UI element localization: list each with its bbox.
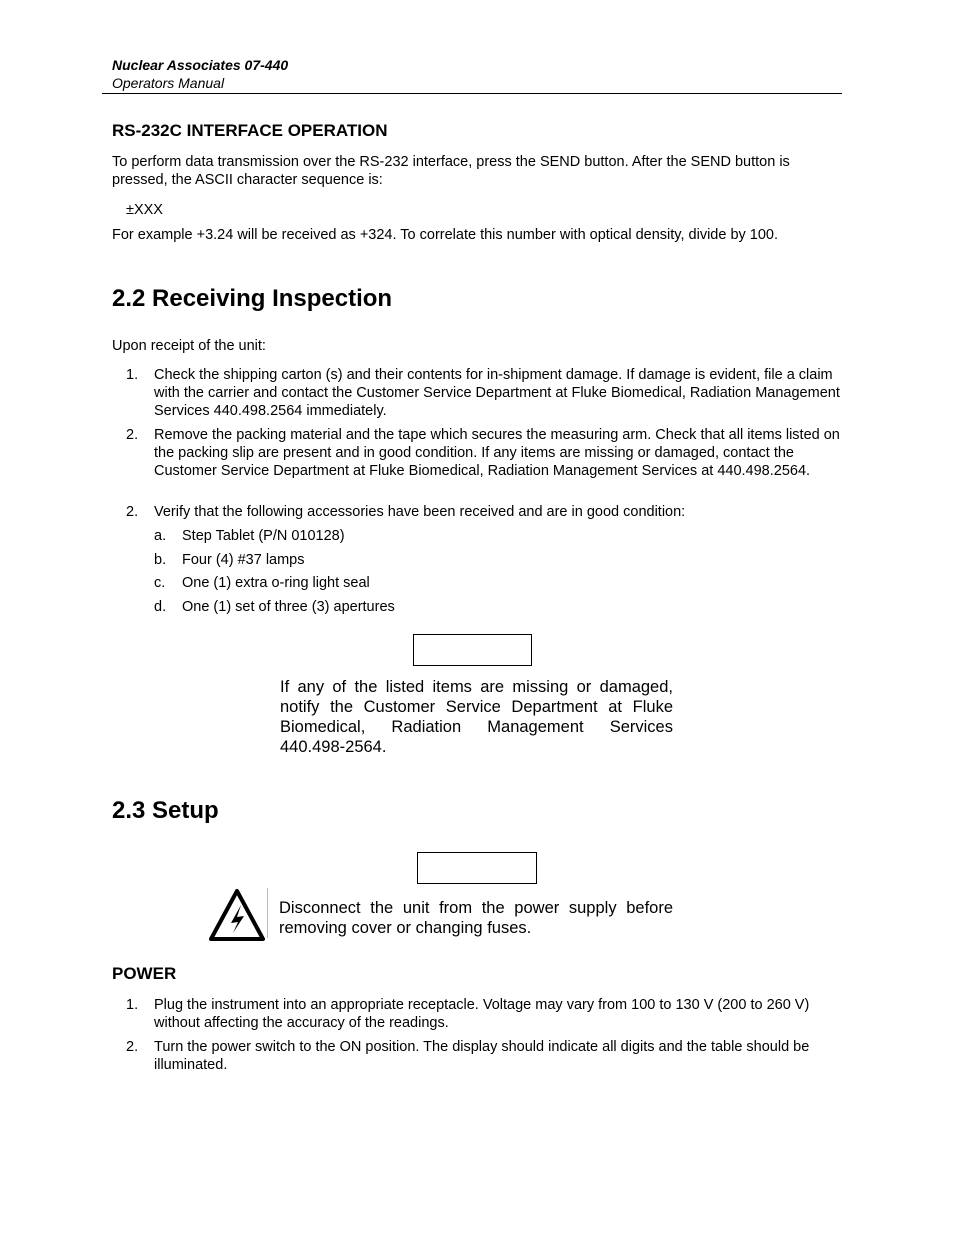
list-item-text: Remove the packing material and the tape which secures the measuring arm. Check that all items listed on the packing slip are present and in good condition. If any items are missing or damaged, contact the Customer Service Department at Fluke Biomedical, Radiation Management Services at 440.498.2564. [154,427,840,479]
list-item-number: 2. [126,504,139,520]
receiving-heading: 2.2 Receiving Inspection [112,285,393,312]
list-item-number: 2. [126,427,139,443]
accessory-text: Four (4) #37 lamps [182,552,305,568]
note-label-box [413,634,532,666]
running-header-title: Nuclear Associates 07-440 [112,57,289,73]
electrical-hazard-icon [208,888,266,942]
setup-heading: 2.3 Setup [112,797,219,824]
list-item-text: Plug the instrument into an appropriate receptacle. Voltage may vary from 100 to 130 V (200 to 260 V) without affecting the accuracy of the readings. [154,997,810,1031]
note-text: If any of the listed items are missing or damaged, notify the Customer Service Department at Fluke Biomedical, Radiation Management Services 440.498-2564. [280,678,673,756]
list-item-number: 1. [126,367,139,383]
list-item-text: Verify that the following accessories have been received and are in good condition: [154,504,686,520]
list-item-text: Check the shipping carton (s) and their contents for in-shipment damage. If damage is evident, file a claim with the carrier and contact the Customer Service Department at Fluke Biomedical, Radiation Management Services 440.498.2564 immediately. [154,367,840,419]
rs232-example: For example +3.24 will be received as +324. To correlate this number with optical density, divide by 100. [112,227,779,243]
ascii-sequence: ±XXX [126,202,163,218]
warning-text: Disconnect the unit from the power supply before removing cover or changing fuses. [279,899,673,937]
receiving-intro: Upon receipt of the unit: [112,338,266,354]
list-item-text: Turn the power switch to the ON position. The display should indicate all digits and the table should be illuminated. [154,1039,810,1073]
rs232-paragraph: To perform data transmission over the RS-232 interface, press the SEND button. After the SEND button is pressed, the ASCII character sequence is: [112,154,790,188]
icon-divider [267,888,268,938]
accessory-letter: d. [154,599,167,615]
accessory-text: One (1) extra o-ring light seal [182,575,370,591]
rs232-heading: RS-232C INTERFACE OPERATION [112,121,388,140]
running-header-subtitle: Operators Manual [112,75,225,91]
accessory-text: Step Tablet (P/N 010128) [182,528,345,544]
power-heading: POWER [112,964,177,983]
header-divider [102,93,842,94]
accessory-letter: b. [154,552,167,568]
accessory-letter: c. [154,575,166,591]
list-item-number: 1. [126,997,139,1013]
warning-label-box [417,852,537,884]
accessory-text: One (1) set of three (3) apertures [182,599,395,615]
list-item-number: 2. [126,1039,139,1055]
accessory-letter: a. [154,528,167,544]
